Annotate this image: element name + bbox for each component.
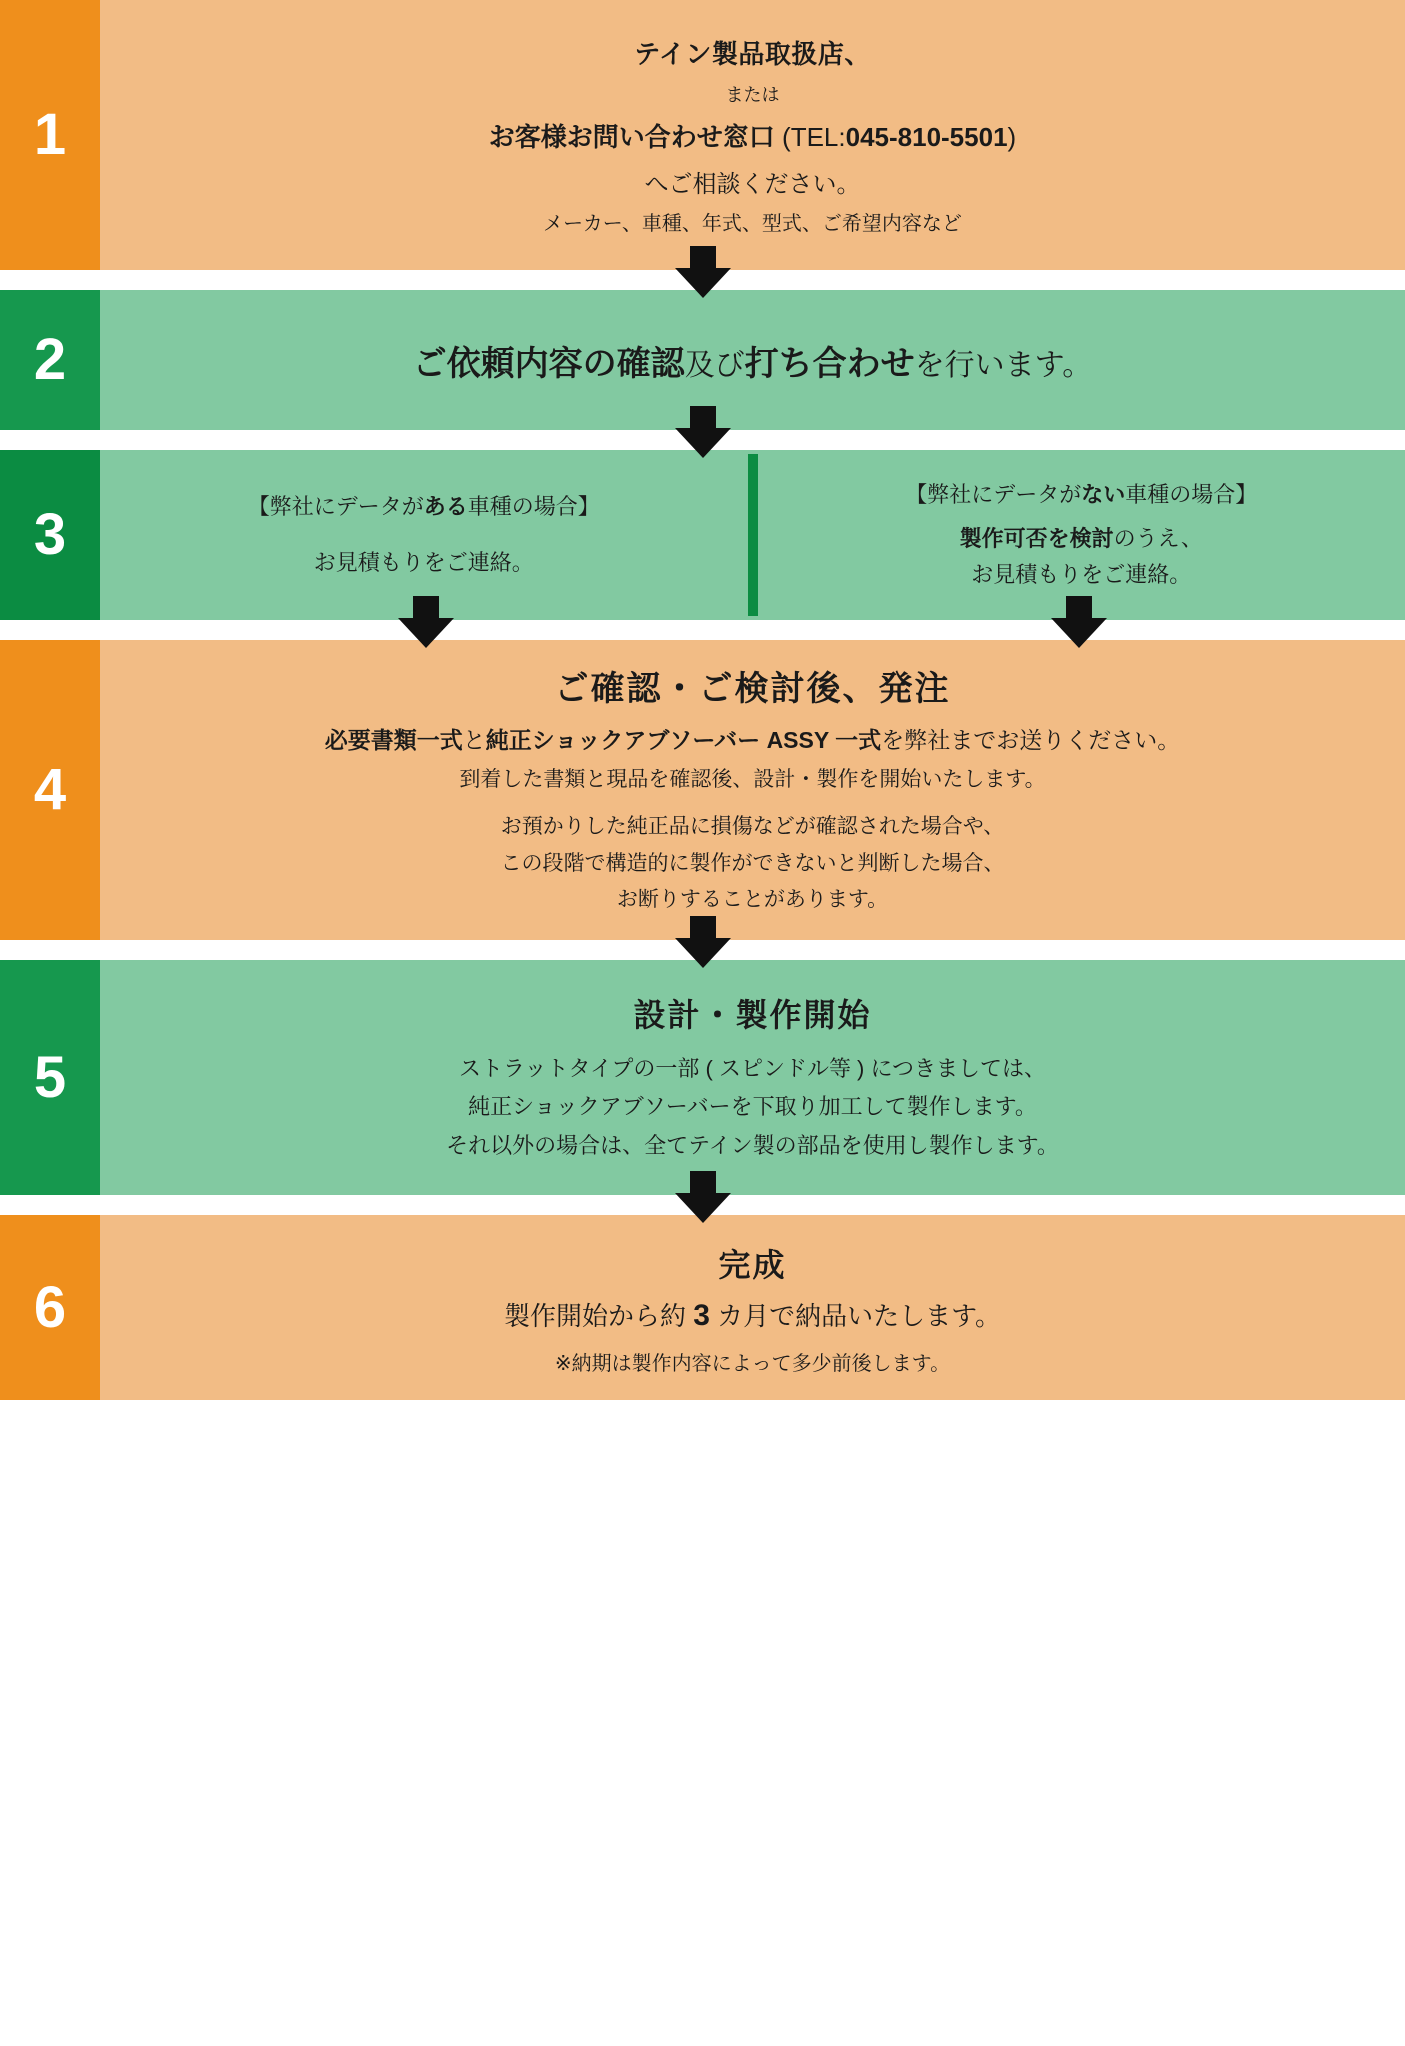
step-number-1: 1	[0, 0, 100, 270]
arrow-row-3-to-4	[0, 620, 1405, 640]
branch-right-line-2: お見積もりをご連絡。	[971, 561, 1192, 587]
flow-step-1	[0, 0, 1405, 270]
step-4-line-4: この段階で構造的に製作ができないと判断した場合、	[500, 851, 1005, 875]
step-4-line-1	[325, 722, 1180, 755]
step-4-line-3: お預かりした純正品に損傷などが確認された場合や、	[500, 814, 1005, 838]
step-3-branches	[100, 454, 1405, 615]
step-number-3: 3	[0, 450, 100, 620]
step-5-line-3: それ以外の場合は、全てテイン製の部品を使用し製作します。	[446, 1132, 1059, 1158]
step-1-line-4: へご相談ください。	[644, 171, 861, 198]
step-6-title: 完成	[718, 1246, 787, 1283]
step-2-text	[413, 336, 1093, 385]
step-1-line-1: テイン製品取扱店、	[634, 39, 871, 69]
step-6-line-1	[504, 1296, 1001, 1333]
step-2-text-a: ご依頼内容の確認	[412, 344, 685, 383]
branch-left-heading	[248, 490, 600, 521]
step-1-content	[100, 0, 1405, 270]
step-number-5: 5	[0, 960, 100, 1195]
step-5-title: 設計・製作開始	[633, 996, 872, 1033]
step-3-branch-data-available	[100, 454, 748, 615]
step-1-contact-label: お客様お問い合わせ窓口	[488, 122, 775, 152]
step-6-content	[100, 1215, 1405, 1400]
step-6-note: ※納期は製作内容によって多少前後します。	[554, 1352, 951, 1375]
flow-step-5	[0, 960, 1405, 1195]
arrow-row-1-to-2	[0, 270, 1405, 290]
step-4-line-5: お断りすることがあります。	[616, 888, 889, 912]
branch-left-heading-b: ある	[423, 493, 468, 519]
branch-right-heading	[905, 478, 1257, 509]
branch-right-heading-b: ない	[1081, 482, 1126, 508]
branch-left-heading-c: 車種の場合】	[467, 493, 600, 519]
arrow-row-5-to-6	[0, 1195, 1405, 1215]
step-2-text-c: 打ち合わせ	[744, 344, 915, 383]
flow-step-6	[0, 1215, 1405, 1400]
step-4-content	[100, 640, 1405, 940]
arrow-row-2-to-3	[0, 430, 1405, 450]
step-6-line-1-b: カ月で納品いたします。	[717, 1300, 1002, 1331]
step-4-line-1-d: を弊社までお送りください。	[881, 726, 1181, 753]
step-1-tel-prefix: (TEL:	[774, 122, 846, 152]
step-1-contact-line	[489, 117, 1016, 154]
branch-right-heading-c: 車種の場合】	[1125, 482, 1258, 508]
branch-left-heading-a: 【弊社にデータが	[247, 493, 424, 519]
flow-step-3	[0, 450, 1405, 620]
branch-right-line-1	[960, 521, 1203, 556]
step-1-tel-suffix: )	[1007, 122, 1017, 152]
step-3-content	[100, 450, 1405, 620]
step-5-content	[100, 960, 1405, 1195]
step-2-content	[100, 290, 1405, 430]
step-1-telephone-number: 045-810-5501	[845, 122, 1008, 152]
step-6-line-1-a: 製作開始から約	[503, 1300, 686, 1331]
step-number-4: 4	[0, 640, 100, 940]
branch-left-line-1: お見積もりをご連絡。	[313, 549, 534, 575]
step-number-2: 2	[0, 290, 100, 430]
branch-right-line-1-b: のうえ、	[1113, 526, 1203, 552]
step-2-text-b: 及び	[684, 348, 745, 382]
step-4-line-1-b: と	[462, 726, 486, 753]
step-4-line-1-a: 必要書類一式	[324, 726, 463, 753]
step-3-branch-data-unavailable	[758, 454, 1405, 615]
step-5-line-1: ストラットタイプの一部 ( スピンドル等 ) につきましては、	[458, 1055, 1047, 1081]
step-1-line-5: メーカー、車種、年式、型式、ご希望内容など	[543, 213, 962, 235]
flow-step-4	[0, 640, 1405, 940]
step-4-title: ご確認・ご検討後、発注	[554, 669, 951, 708]
arrow-row-4-to-5	[0, 940, 1405, 960]
branch-right-line-1-a: 製作可否を検討	[959, 526, 1114, 552]
step-2-text-d: を行います。	[914, 348, 1093, 382]
branch-right-heading-a: 【弊社にデータが	[905, 482, 1082, 508]
step-number-6: 6	[0, 1215, 100, 1400]
step-6-month-count: 3	[693, 1298, 710, 1332]
step-4-line-1-c: 純正ショックアブソーバー ASSY 一式	[485, 726, 882, 753]
step-1-line-2: または	[725, 85, 780, 105]
step-4-line-2: 到着した書類と現品を確認後、設計・製作を開始いたします。	[459, 767, 1046, 791]
step-5-line-2: 純正ショックアブソーバーを下取り加工して製作します。	[468, 1094, 1037, 1120]
